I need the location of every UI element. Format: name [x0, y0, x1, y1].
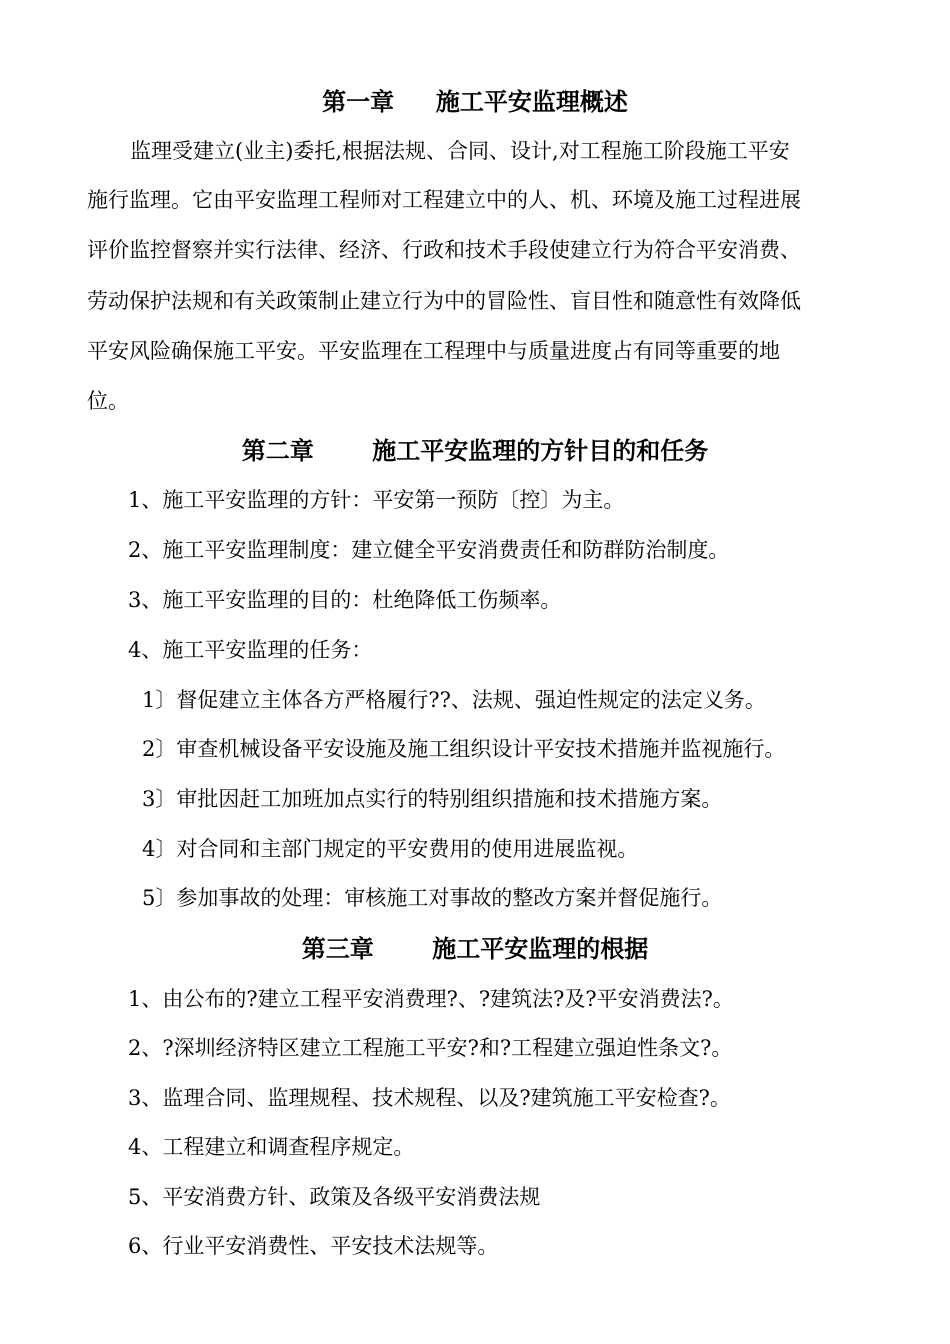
chapter-1-paragraph-line-1: 监理受建立(业主)委托,根据法规、合同、设计,对工程施工阶段施工平安 [130, 139, 790, 163]
chapter-1-paragraph-line-4: 劳动保护法规和有关政策制止建立行为中的冒险性、盲目性和随意性有效降低 [87, 289, 801, 313]
chapter-2-item-2: 2、施工平安监理制度：建立健全平安消费责任和防群防治制度。 [128, 538, 730, 562]
chapter-2-item-4: 4、施工平安监理的任务： [128, 638, 373, 662]
chapter-3-item-6: 6、行业平安消费性、平安技术法规等。 [128, 1234, 499, 1258]
chapter-2-item-1: 1、施工平安监理的方针：平安第一预防〔控〕为主。 [128, 488, 625, 512]
chapter-3-item-5: 5、平安消费方针、政策及各级平安消费法规 [128, 1185, 541, 1209]
chapter-2-sub-item-5: 5〕参加事故的处理：审核施工对事故的整改方案并督促施行。 [142, 886, 723, 910]
chapter-1-title: 第一章 施工平安监理概述 [322, 88, 628, 116]
chapter-2-sub-item-4: 4〕对合同和主部门规定的平安费用的使用进展监视。 [142, 837, 639, 861]
chapter-2-title: 第二章 施工平安监理的方针目的和任务 [241, 437, 709, 465]
chapter-3-item-2: 2、?深圳经济特区建立工程施工平安?和?工程建立强迫性条文?。 [128, 1036, 733, 1060]
chapter-2-item-3: 3、施工平安监理的目的：杜绝降低工伤频率。 [128, 588, 562, 612]
chapter-3-item-3: 3、监理合同、监理规程、技术规程、以及?建筑施工平安检查?。 [128, 1086, 731, 1110]
chapter-2-sub-item-1: 1〕督促建立主体各方严格履行??、法规、强迫性规定的法定义务。 [142, 688, 766, 712]
chapter-3-title: 第三章 施工平安监理的根据 [301, 935, 649, 963]
chapter-2-sub-item-2: 2〕审查机械设备平安设施及施工组织设计平安技术措施并监视施行。 [142, 737, 786, 761]
chapter-3-item-1: 1、由公布的?建立工程平安消费理?、?建筑法?及?平安消费法?。 [128, 987, 734, 1011]
chapter-1-paragraph-line-3: 评价监控督察并实行法律、经济、行政和技术手段使建立行为符合平安消费、 [87, 238, 801, 262]
chapter-3-item-4: 4、工程建立和调查程序规定。 [128, 1135, 415, 1159]
chapter-1-paragraph-line-6: 位。 [87, 389, 129, 413]
chapter-2-sub-item-3: 3〕审批因赶工加班加点实行的特别组织措施和技术措施方案。 [142, 787, 723, 811]
chapter-1-paragraph-line-5: 平安风险确保施工平安。平安监理在工程理中与质量进度占有同等重要的地 [87, 339, 780, 363]
chapter-1-paragraph-line-2: 施行监理。它由平安监理工程师对工程建立中的人、机、环境及施工过程进展 [87, 188, 801, 212]
